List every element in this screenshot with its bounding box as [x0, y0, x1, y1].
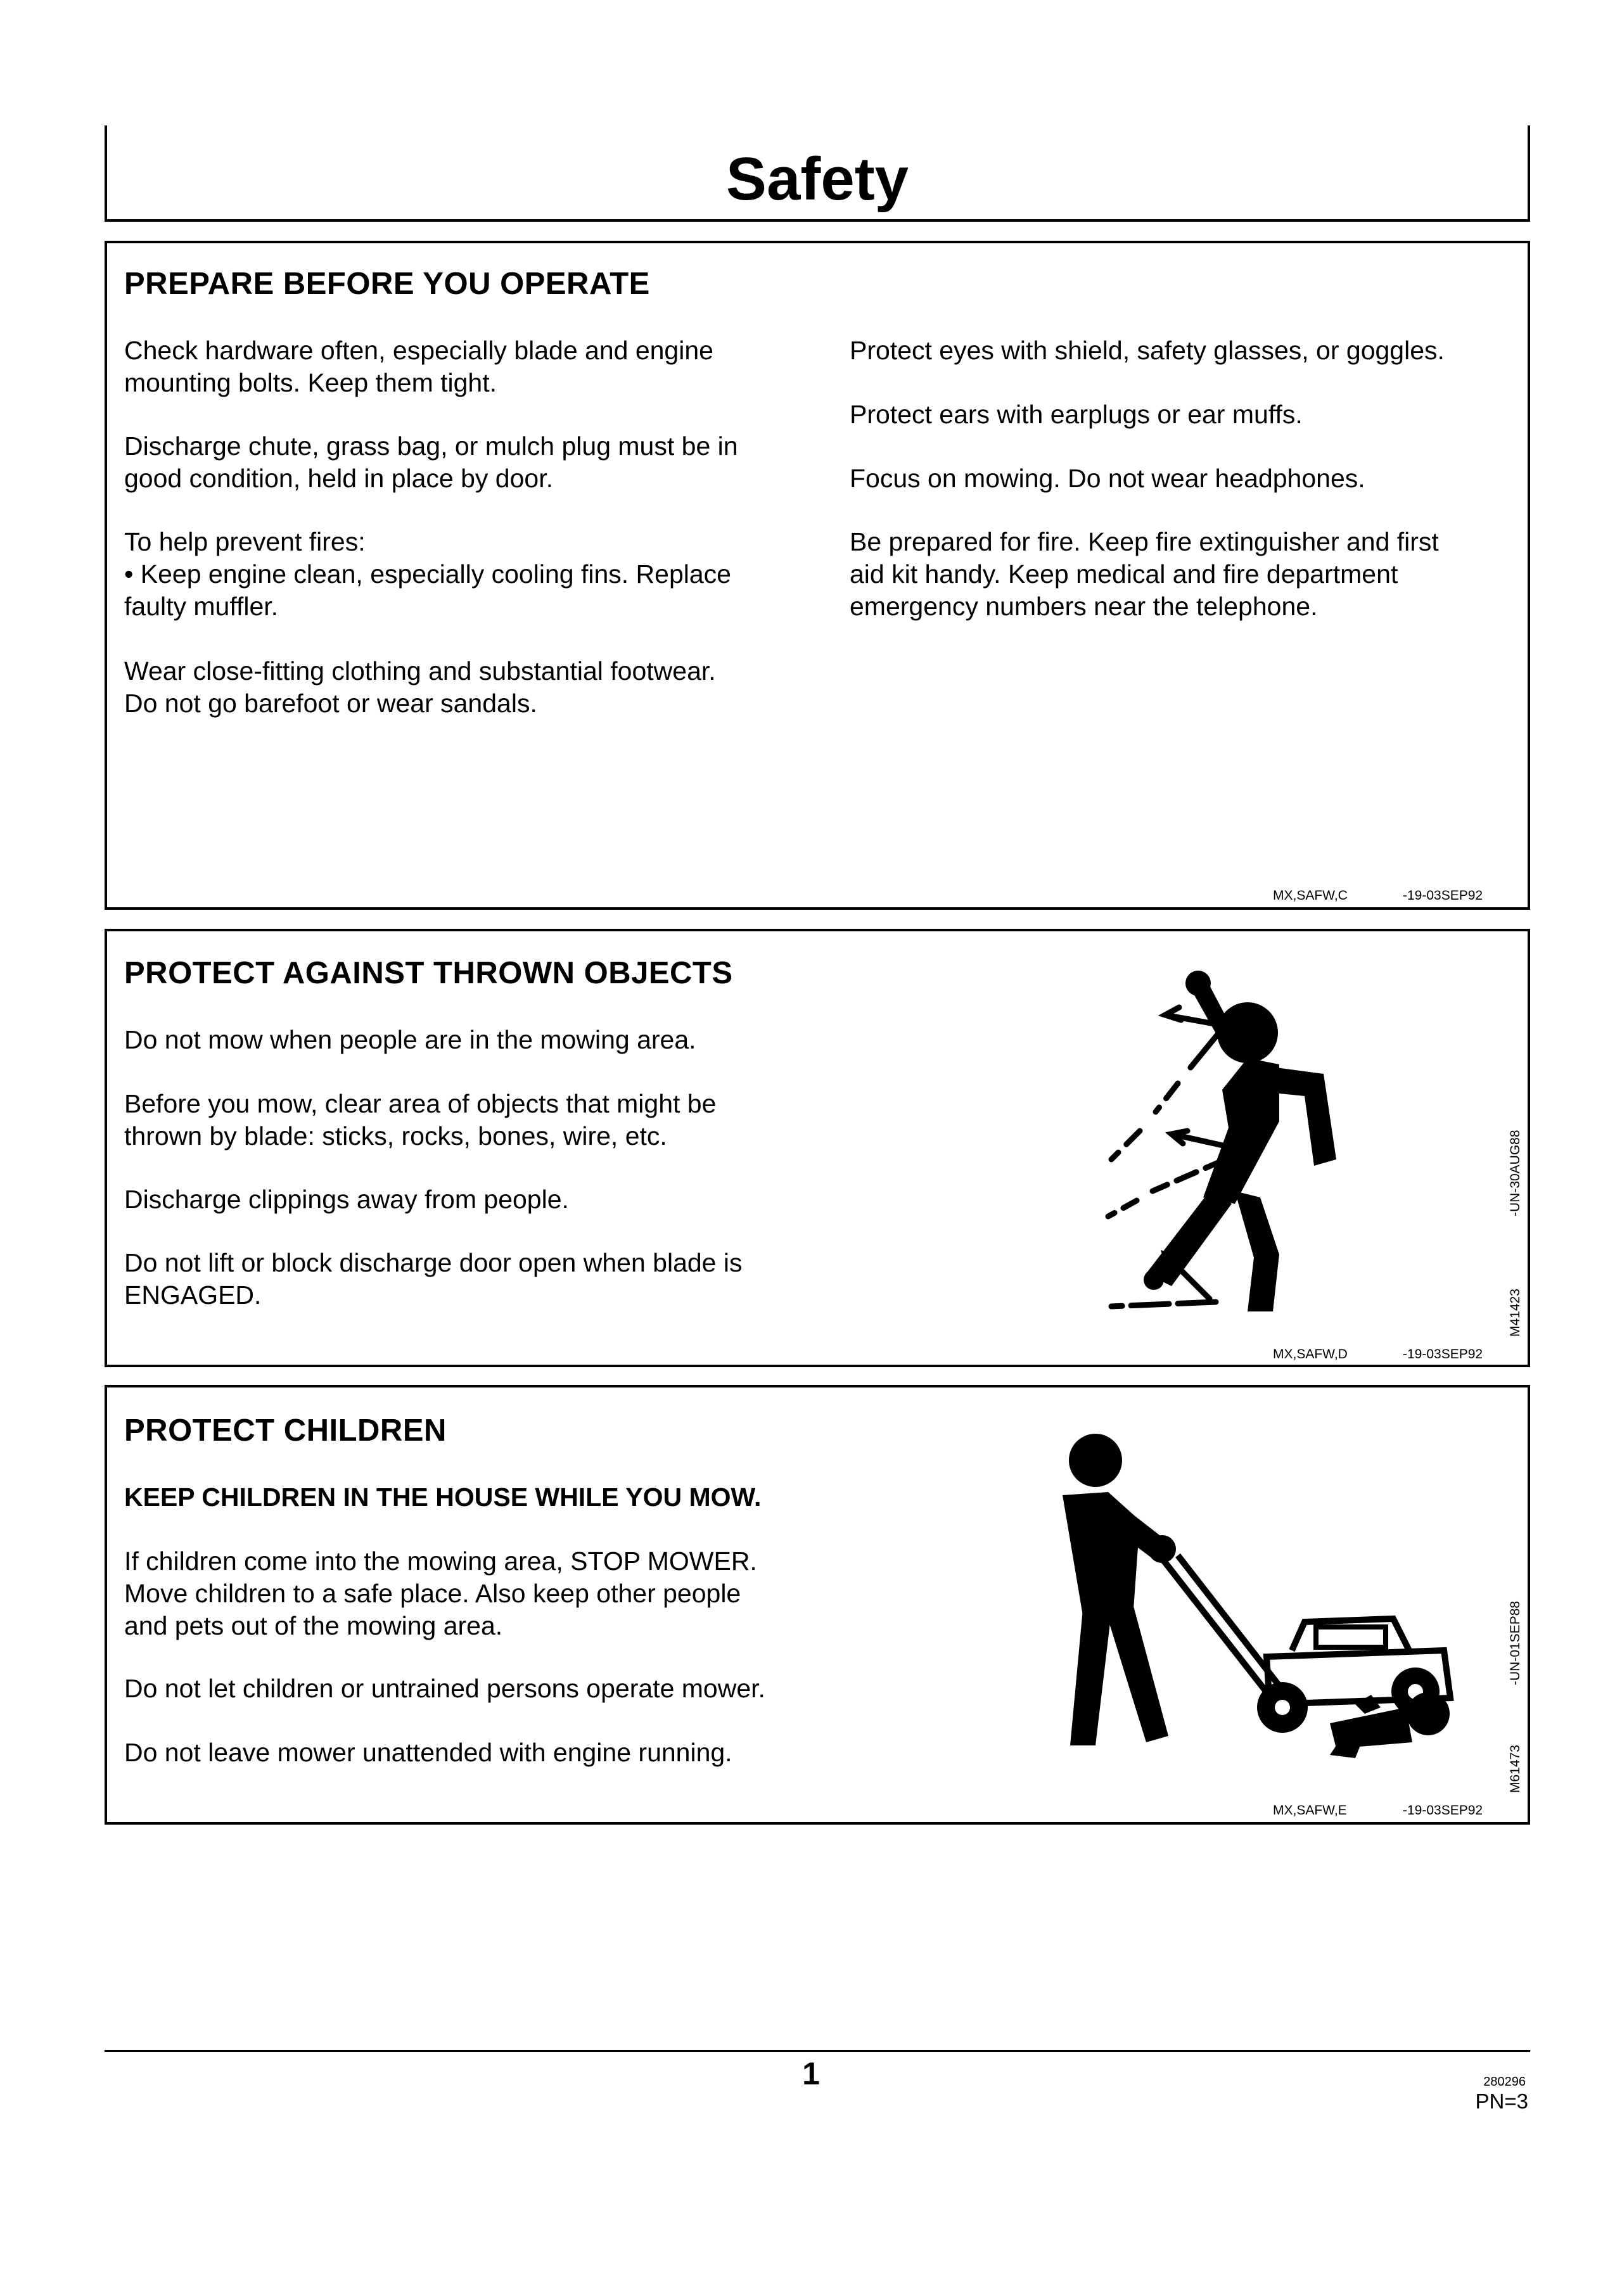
section-protect-children — [105, 1385, 1530, 1825]
paragraph — [124, 1673, 765, 1705]
text-line: Protect ears with earplugs or ear muffs. — [850, 400, 1303, 429]
section-heading: PROTECT CHILDREN — [124, 1413, 447, 1448]
reference-code: MX,SAFW,C — [1273, 888, 1348, 903]
reference-date: -19-03SEP92 — [1403, 1347, 1483, 1362]
section-thrown-objects — [105, 929, 1530, 1367]
reference-code: MX,SAFW,D — [1273, 1347, 1348, 1362]
reference-code: MX,SAFW,E — [1273, 1803, 1347, 1818]
text-line: Do not leave mower unattended with engine running. — [124, 1738, 732, 1767]
paragraph — [124, 1247, 742, 1311]
reference-date: -19-03SEP92 — [1403, 888, 1483, 903]
section-heading: PREPARE BEFORE YOU OPERATE — [124, 267, 650, 301]
text-line: Wear close-fitting clothing and substantial footwear. — [124, 656, 716, 686]
text-line: emergency numbers near the telephone. — [850, 592, 1318, 621]
text-line: and pets out of the mowing area. — [124, 1611, 503, 1640]
text-line: Before you mow, clear area of objects that might be — [124, 1089, 717, 1118]
text-line: aid kit handy. Keep medical and fire department — [850, 559, 1398, 589]
figure-id: M41423 — [1508, 1289, 1523, 1337]
text-line: Do not mow when people are in the mowing area. — [124, 1025, 696, 1054]
text-line: Do not let children or untrained persons operate mower. — [124, 1674, 765, 1703]
footer-pn: PN=3 — [1475, 2089, 1528, 2113]
thrown-objects-pictogram-icon — [981, 957, 1476, 1330]
reference-date: -19-03SEP92 — [1403, 1803, 1483, 1818]
paragraph — [124, 1183, 569, 1216]
paragraph — [124, 430, 738, 495]
footer-rule — [105, 2050, 1530, 2052]
title-frame — [105, 125, 1530, 222]
text-line: Focus on mowing. Do not wear headphones. — [850, 464, 1365, 493]
figure-id: M61473 — [1508, 1745, 1523, 1793]
subheading — [124, 1481, 761, 1514]
paragraph — [850, 462, 1365, 495]
figure-date: -UN-30AUG88 — [1508, 1130, 1523, 1216]
child-near-mower-pictogram-icon — [950, 1425, 1457, 1780]
text-line: Discharge chute, grass bag, or mulch plug must be in — [124, 431, 738, 461]
text-line: mounting bolts. Keep them tight. — [124, 368, 497, 397]
paragraph — [124, 1737, 732, 1769]
paragraph — [124, 1088, 716, 1152]
text-line: Do not lift or block discharge door open when blade is — [124, 1248, 743, 1277]
figure-date: -UN-01SEP88 — [1508, 1600, 1523, 1685]
text-line: Be prepared for fire. Keep fire extinguisher and first — [850, 527, 1439, 556]
text-line: Protect eyes with shield, safety glasses, or goggles. — [850, 336, 1445, 365]
paragraph — [124, 335, 713, 399]
text-line: ENGAGED. — [124, 1280, 262, 1310]
text-line: faulty muffler. — [124, 592, 279, 621]
paragraph — [124, 1545, 757, 1642]
text-line: Move children to a safe place. Also keep other people — [124, 1579, 741, 1608]
text-line: KEEP CHILDREN IN THE HOUSE WHILE YOU MOW. — [124, 1483, 762, 1512]
text-line: thrown by blade: sticks, rocks, bones, wire, etc. — [124, 1121, 667, 1151]
text-line: Do not go barefoot or wear sandals. — [124, 689, 537, 718]
page-title: Safety — [725, 145, 909, 213]
paragraph — [850, 399, 1303, 431]
text-line: • Keep engine clean, especially cooling fins. Replace — [124, 559, 731, 589]
section-prepare — [105, 241, 1530, 910]
paragraph — [850, 526, 1439, 623]
text-line: Check hardware often, especially blade and engine — [124, 336, 713, 365]
paragraph — [124, 526, 731, 623]
paragraph — [124, 655, 716, 720]
paragraph — [124, 1024, 696, 1056]
footer-date-code: 280296 — [1483, 2075, 1526, 2089]
page-number: 1 — [802, 2056, 820, 2091]
text-line: To help prevent fires: — [124, 527, 366, 556]
section-heading: PROTECT AGAINST THROWN OBJECTS — [124, 956, 733, 990]
paragraph — [850, 335, 1445, 367]
text-line: good condition, held in place by door. — [124, 464, 554, 493]
text-line: If children come into the mowing area, STOP MOWER. — [124, 1547, 757, 1576]
text-line: Discharge clippings away from people. — [124, 1185, 569, 1214]
